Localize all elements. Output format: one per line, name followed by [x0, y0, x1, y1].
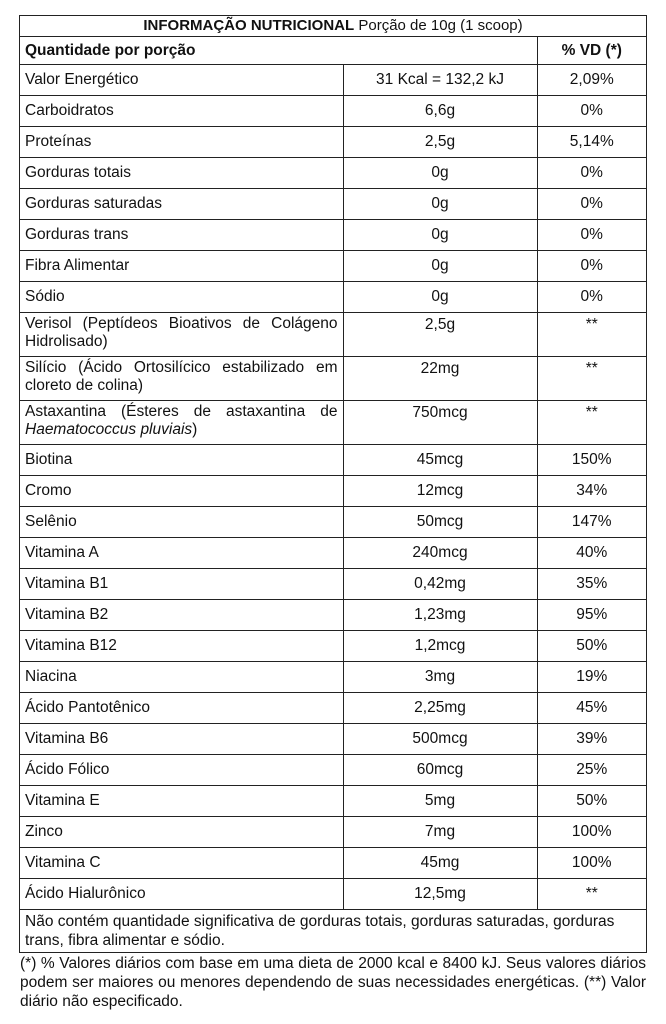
nutrition-table: [20, 37, 646, 952]
table-row: [20, 220, 646, 251]
nutrient-name: Vitamina C: [20, 848, 343, 879]
nutrient-dv: 0%: [537, 189, 646, 220]
nutrient-name: Cromo: [20, 476, 343, 507]
table-row: [20, 662, 646, 693]
nutrient-amount: 1,23mg: [343, 600, 537, 631]
table-row: [20, 189, 646, 220]
table-row: [20, 507, 646, 538]
not-significant-note: Não contém quantidade significativa de gorduras totais, gorduras saturadas, gorduras trans, fibra alimentar e sódio.: [25, 913, 615, 949]
nutrient-name: Ácido Hialurônico: [20, 879, 343, 910]
nutrient-amount: 60mcg: [343, 755, 537, 786]
nutrient-dv: **: [537, 313, 646, 357]
table-row: [20, 600, 646, 631]
daily-values-footnote: (*) % Valores diários com base em uma dieta de 2000 kcal e 8400 kJ. Seus valores diários podem ser maiores ou menores dependendo de suas necessidades energéticas. (**) Valor diário não especificado.: [20, 955, 646, 1010]
table-header-row: [20, 37, 646, 65]
nutrient-amount: 500mcg: [343, 724, 537, 755]
nutrient-amount: 240mcg: [343, 538, 537, 569]
nutrient-amount: 45mcg: [343, 445, 537, 476]
table-row: [20, 445, 646, 476]
nutrient-dv: **: [537, 401, 646, 445]
nutrient-amount: 3mg: [343, 662, 537, 693]
nutrient-name: Sódio: [20, 282, 343, 313]
table-row: [20, 693, 646, 724]
nutrient-amount: 22mg: [343, 357, 537, 401]
nutrient-dv: 50%: [537, 786, 646, 817]
panel-title: [20, 16, 646, 37]
nutrient-amount: 0g: [343, 189, 537, 220]
panel-title-bold: INFORMAÇÃO NUTRICIONAL: [143, 17, 355, 34]
nutrient-name: Ácido Fólico: [20, 755, 343, 786]
table-row: [20, 282, 646, 313]
nutrient-name: Gorduras trans: [20, 220, 343, 251]
nutrient-amount: 12,5mg: [343, 879, 537, 910]
table-row: [20, 848, 646, 879]
nutrient-dv: 0%: [537, 282, 646, 313]
nutrient-dv: 0%: [537, 220, 646, 251]
nutrient-name-text: Astaxantina (Ésteres de astaxantina de: [25, 403, 338, 420]
nutrient-name: Zinco: [20, 817, 343, 848]
nutrient-amount: 12mcg: [343, 476, 537, 507]
nutrient-amount: 45mg: [343, 848, 537, 879]
nutrient-amount: 2,5g: [343, 127, 537, 158]
nutrient-dv: 147%: [537, 507, 646, 538]
table-row: [20, 96, 646, 127]
table-row: [20, 357, 646, 401]
nutrient-name: Niacina: [20, 662, 343, 693]
nutrient-name-text: ): [192, 421, 198, 438]
nutrient-amount: 31 Kcal = 132,2 kJ: [343, 65, 537, 96]
nutrient-name: Gorduras totais: [20, 158, 343, 189]
table-row: [20, 401, 646, 445]
nutrient-name: Valor Energético: [20, 65, 343, 96]
serving-size: Porção de 10g (1 scoop): [358, 17, 523, 34]
nutrient-name: Vitamina E: [20, 786, 343, 817]
nutrient-amount: 7mg: [343, 817, 537, 848]
footnote-row: [20, 910, 646, 953]
table-row: [20, 313, 646, 357]
nutrient-dv: 35%: [537, 569, 646, 600]
nutrient-dv: 0%: [537, 96, 646, 127]
nutrition-facts-panel: [19, 15, 647, 953]
nutrient-name: Vitamina B2: [20, 600, 343, 631]
nutrient-amount: 750mcg: [343, 401, 537, 445]
nutrient-amount: 1,2mcg: [343, 631, 537, 662]
table-row: [20, 251, 646, 282]
nutrient-dv: 95%: [537, 600, 646, 631]
table-row: [20, 158, 646, 189]
nutrient-name: Fibra Alimentar: [20, 251, 343, 282]
nutrient-dv: 150%: [537, 445, 646, 476]
table-row: [20, 755, 646, 786]
nutrient-name: Selênio: [20, 507, 343, 538]
nutrient-name: Verisol (Peptídeos Bioativos de Colágeno Hidrolisado): [20, 313, 343, 357]
nutrient-dv: 25%: [537, 755, 646, 786]
scientific-name: Haematococcus pluviais: [25, 421, 193, 438]
nutrient-name: Proteínas: [20, 127, 343, 158]
nutrient-amount: 0,42mg: [343, 569, 537, 600]
nutrient-dv: 40%: [537, 538, 646, 569]
nutrient-dv: **: [537, 357, 646, 401]
table-row: [20, 879, 646, 910]
nutrient-dv: 0%: [537, 158, 646, 189]
table-row: [20, 476, 646, 507]
nutrient-name: Silício (Ácido Ortosilícico estabilizado em cloreto de colina): [20, 357, 343, 401]
nutrient-dv: 50%: [537, 631, 646, 662]
nutrient-dv: 100%: [537, 817, 646, 848]
table-row: [20, 538, 646, 569]
nutrient-dv: 19%: [537, 662, 646, 693]
nutrient-amount: 2,25mg: [343, 693, 537, 724]
nutrient-amount: 5mg: [343, 786, 537, 817]
nutrient-dv: 5,14%: [537, 127, 646, 158]
table-row: [20, 786, 646, 817]
table-row: [20, 631, 646, 662]
nutrient-amount: 6,6g: [343, 96, 537, 127]
nutrient-amount: 0g: [343, 220, 537, 251]
nutrient-dv: 0%: [537, 251, 646, 282]
nutrient-dv: 45%: [537, 693, 646, 724]
table-row: [20, 724, 646, 755]
table-row: [20, 65, 646, 96]
nutrient-dv: 34%: [537, 476, 646, 507]
quantity-per-serving-header: Quantidade por porção: [20, 37, 537, 65]
nutrient-name: Vitamina B1: [20, 569, 343, 600]
nutrient-name: Ácido Pantotênico: [20, 693, 343, 724]
nutrient-amount: 0g: [343, 282, 537, 313]
nutrient-name: Carboidratos: [20, 96, 343, 127]
table-row: [20, 127, 646, 158]
nutrient-amount: 2,5g: [343, 313, 537, 357]
nutrient-name: Vitamina B6: [20, 724, 343, 755]
table-row: [20, 569, 646, 600]
nutrient-amount: 0g: [343, 158, 537, 189]
nutrient-amount: 0g: [343, 251, 537, 282]
nutrient-dv: 39%: [537, 724, 646, 755]
dv-header: % VD (*): [537, 37, 646, 65]
nutrient-name: [20, 401, 343, 445]
nutrient-amount: 50mcg: [343, 507, 537, 538]
nutrient-name: Vitamina A: [20, 538, 343, 569]
nutrient-name: Biotina: [20, 445, 343, 476]
nutrient-dv: 2,09%: [537, 65, 646, 96]
nutrient-dv: 100%: [537, 848, 646, 879]
nutrient-name: Gorduras saturadas: [20, 189, 343, 220]
nutrient-dv: **: [537, 879, 646, 910]
nutrient-name: Vitamina B12: [20, 631, 343, 662]
table-row: [20, 817, 646, 848]
